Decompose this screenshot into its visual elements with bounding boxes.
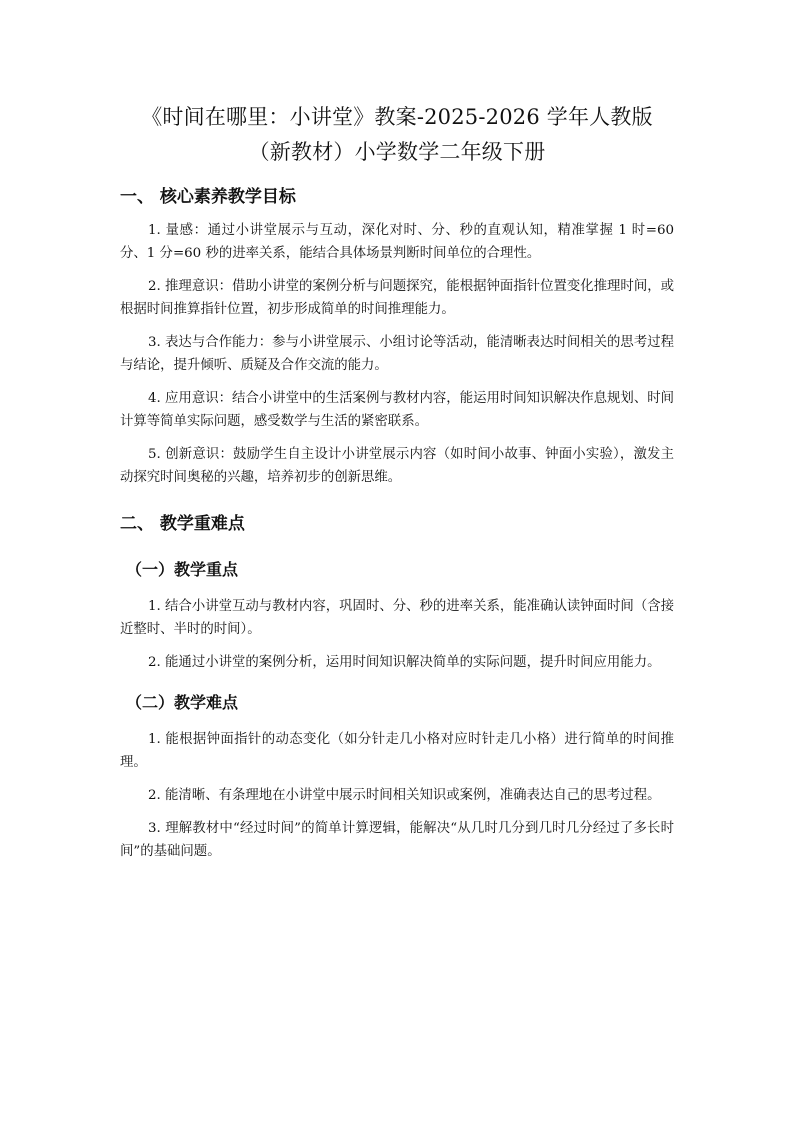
goal-paragraph-3: 3. 表达与合作能力：参与小讲堂展示、小组讨论等活动，能清晰表达时间相关的思考过程与结论，提升倾听、质疑及合作交流的能力。 xyxy=(120,335,674,373)
goal-paragraph-1: 1. 量感：通过小讲堂展示与互动，深化对时、分、秒的直观认知，精准掌握 1 时=60 分、1 分=60 秒的进率关系，能结合具体场景判断时间单位的合理性。 xyxy=(120,223,674,261)
difficulty-paragraph-3: 3. 理解教材中“经过时间”的简单计算逻辑，能解决“从几时几分到几时几分经过了多长时间”的基础问题。 xyxy=(120,821,674,859)
document-title xyxy=(120,100,674,170)
focus-paragraph-1: 1. 结合小讲堂互动与教材内容，巩固时、分、秒的进率关系，能准确认读钟面时间（含接近整时、半时的时间）。 xyxy=(120,599,674,637)
title-line-2: （新教材）小学数学二年级下册 xyxy=(248,140,546,164)
section-heading-key-points: 二、 教学重难点 xyxy=(120,514,245,534)
focus-paragraph-2: 2. 能通过小讲堂的案例分析，运用时间知识解决简单的实际问题，提升时间应用能力。 xyxy=(148,655,661,670)
subsection-heading-focus: （一）教学重点 xyxy=(126,560,239,579)
difficulty-paragraph-1: 1. 能根据钟面指针的动态变化（如分针走几小格对应时针走几小格）进行简单的时间推理。 xyxy=(120,732,674,770)
difficulty-paragraph-2: 2. 能清晰、有条理地在小讲堂中展示时间相关知识或案例，准确表达自己的思考过程。 xyxy=(148,788,661,803)
goal-paragraph-5: 5. 创新意识：鼓励学生自主设计小讲堂展示内容（如时间小故事、钟面小实验），激发主动探究时间奥秘的兴趣，培养初步的创新思维。 xyxy=(120,447,674,485)
goal-paragraph-2: 2. 推理意识：借助小讲堂的案例分析与问题探究，能根据钟面指针位置变化推理时间，或根据时间推算指针位置，初步形成简单的时间推理能力。 xyxy=(120,279,674,317)
subsection-heading-difficulties: （二）教学难点 xyxy=(126,693,239,712)
title-line-1: 《时间在哪里：小讲堂》教案-2025-2026 学年人教版 xyxy=(141,105,653,129)
section-heading-goals: 一、 核心素养教学目标 xyxy=(120,187,296,207)
goal-paragraph-4: 4. 应用意识：结合小讲堂中的生活案例与教材内容，能运用时间知识解决作息规划、时间计算等简单实际问题，感受数学与生活的紧密联系。 xyxy=(120,391,674,429)
